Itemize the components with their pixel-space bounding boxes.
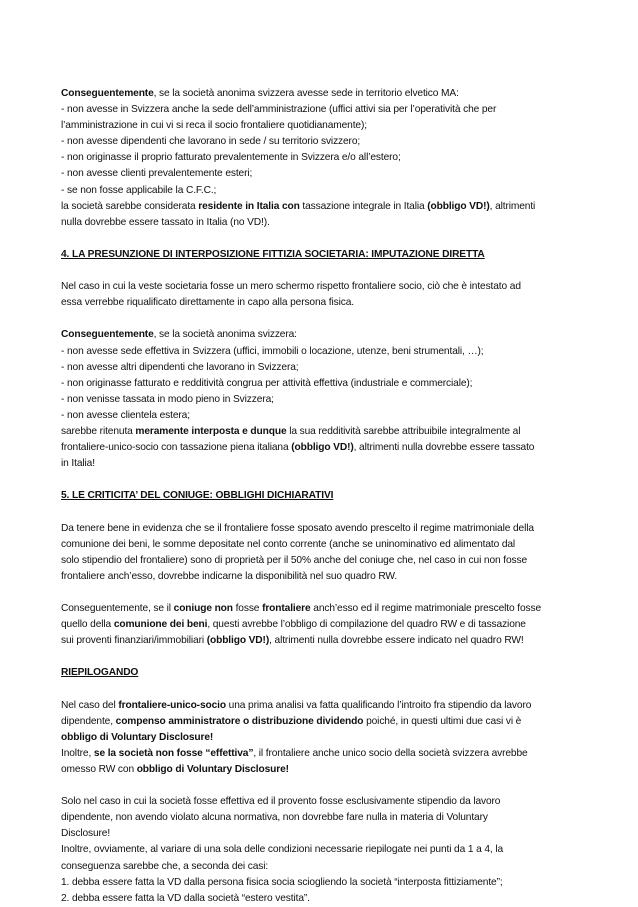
bold-term: frontaliere-unico-socio [118,699,226,711]
bold-term: compenso amministratore o distribuzione dividendo [115,715,364,727]
text-span: sui proventi finanziari/immobiliari [61,635,207,647]
text-line [61,730,578,746]
sec5-consequences-paragraph [61,601,578,649]
text-line: Da tenere bene in evidenza che se il frontaliere fosse sposato avendo prescelto il regime matrimoniale della [61,522,534,534]
text-line [61,199,578,215]
text-span: , se la società anonima svizzera avesse sede in territorio elvetico MA: [153,88,459,99]
text-line [61,698,578,714]
text-span: Nel caso del [61,699,119,711]
text-line: in Italia! [61,458,95,470]
text-span: Inoltre, [61,747,94,759]
bold-term: Conseguentemente [61,329,154,341]
bold-term: (obbligo VD!) [206,635,270,647]
section-4-heading [61,247,578,263]
bold-term: (obbligo VD!) [291,442,354,454]
text-line: - non avesse in Svizzera anche la sede dell’amministrazione (uffici attivi sia per l’operatività che per [61,104,497,116]
text-line: - non avesse dipendenti che lavorano in sede / su territorio svizzero; [61,136,361,148]
text-span: , questi avrebbe l’obbligo di compilazione del quadro RW e di tassazione [207,619,526,631]
text-span: anch’esso ed il regime matrimoniale prescelto fosse [310,603,542,614]
text-line: dipendente, non avendo violato alcuna normativa, non dovrebbe fare nulla in materia di Voluntary [61,812,488,824]
bold-term: obbligo di Voluntary Disclosure! [136,763,289,775]
sec3-consequences-paragraph [61,86,578,231]
bold-term: residente in Italia con [198,200,300,212]
recap-heading [61,665,578,681]
text-line: essa verrebbe riqualificato direttamente in capo alla persona fisica. [61,297,354,309]
bold-term: frontaliere [262,603,311,614]
text-span: dipendente, [61,715,116,727]
text-span: , il frontaliere anche unico socio della società svizzera avrebbe [253,747,528,759]
text-span: la sua redditività sarebbe attribuibile integralmente al [286,425,521,437]
recap-paragraph-1 [61,698,578,778]
recap-paragraph-2 [61,794,578,907]
text-span: Conseguentemente, se il [61,603,174,614]
text-line: 2. debba essere fatta la VD dalla società “estero vestita”. [61,892,310,904]
text-span: , altrimenti [489,200,536,212]
text-span: , altrimenti nulla dovrebbe essere tassato [353,442,535,454]
bold-term: Conseguentemente [61,88,154,99]
text-line: - non originasse il proprio fatturato prevalentemente in Svizzera e/o all’estero; [61,152,401,164]
text-line [61,327,578,343]
text-line [61,746,578,762]
text-line: frontaliere anch’esso, dovrebbe indicarne la disponibilità nel suo quadro RW. [61,570,398,582]
text-span: poiché, in questi ultimi due casi vi è [363,715,522,727]
heading-text: 5. LE CRITICITA’ DEL CONIUGE: OBBLIGHI DICHIARATIVI [61,490,334,502]
text-span: omesso RW con [61,763,137,775]
text-line [61,665,578,681]
sec5-spouse-paragraph [61,521,578,585]
text-span: sarebbe ritenuta [61,425,136,437]
text-line: Disclosure! [61,828,111,840]
text-line: - non avesse clienti prevalentemente esteri; [61,168,253,180]
sec4-intro-paragraph [61,279,578,311]
bold-term: obbligo di Voluntary Disclosure! [61,731,214,743]
bold-term: (obbligo VD!) [427,200,490,212]
bold-term: meramente interposta e dunque [135,425,287,437]
text-line [61,247,578,263]
text-line [61,440,578,456]
text-line [61,762,578,778]
text-span: una prima analisi va fatta qualificando l’introito fra stipendio da lavoro [225,699,532,711]
text-line [61,714,578,730]
text-line [61,488,578,504]
text-span: frontaliere-unico-socio con tassazione piena italiana [61,442,292,454]
text-line [61,601,578,617]
text-line: - non avesse sede effettiva in Svizzera (uffici, immobili o locazione, utenze, beni strumentali, …); [61,345,484,357]
bold-term: coniuge non [173,603,233,614]
section-5-heading [61,488,578,504]
sec4-consequences-paragraph [61,327,578,472]
text-line: - non originasse fatturato e redditività congrua per attività effettiva (industriale e commerciale); [61,377,473,389]
text-line: Inoltre, ovviamente, al variare di una sola delle condizioni necessarie riepilogate nei punti da 1 a 4, la [61,844,504,856]
text-span: quello della [61,619,114,631]
text-line: nulla dovrebbe essere tassato in Italia (no VD!). [61,216,270,228]
text-span: , altrimenti nulla dovrebbe essere indicato nel quadro RW! [269,635,524,647]
text-line: Nel caso in cui la veste societaria fosse un mero schermo rispetto frontaliere socio, ciò che è intestato ad [61,281,521,293]
text-line [61,617,578,633]
text-line: solo stipendio del frontaliere) sono di proprietà per il 50% anche del coniuge che, nel caso in cui non fosse [61,554,528,566]
text-span: fosse [232,603,263,614]
bold-term: se la società non fosse “effettiva” [93,747,254,759]
text-line: comunione dei beni, le somme depositate nel conto corrente (anche se uninominativo ed alimentato dal [61,538,516,550]
text-span: la società sarebbe considerata [61,200,199,212]
text-line [61,424,578,440]
text-span: , se la società anonima svizzera: [153,329,297,341]
text-line: 1. debba essere fatta la VD dalla persona fisica socia sciogliendo la società “interposta fittiziamente”; [61,876,503,888]
bold-term: comunione dei beni [113,619,208,631]
heading-text: RIEPILOGANDO [61,667,139,679]
text-line: l’amministrazione in cui vi si reca il socio frontaliere quotidianamente); [61,120,367,132]
heading-text: 4. LA PRESUNZIONE DI INTERPOSIZIONE FITTIZIA SOCIETARIA: IMPUTAZIONE DIRETTA [61,248,485,260]
text-line: - non avesse clientela estera; [61,409,190,421]
text-line: Solo nel caso in cui la società fosse effettiva ed il provento fosse esclusivamente stipendio da lavoro [61,796,501,808]
text-line: - non avesse altri dipendenti che lavorano in Svizzera; [61,361,299,373]
text-line [61,86,578,102]
text-span: tassazione integrale in Italia [299,200,428,212]
text-line: conseguenza sarebbe che, a seconda dei casi: [61,860,269,872]
text-line: - non venisse tassata in modo pieno in Svizzera; [61,393,274,405]
text-line: - se non fosse applicabile la C.F.C.; [61,184,217,196]
text-line [61,633,578,649]
